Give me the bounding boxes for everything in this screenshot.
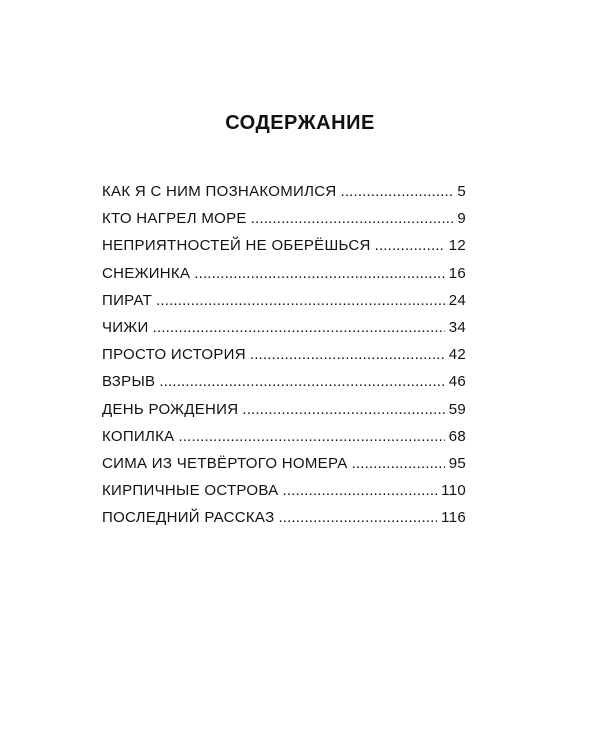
toc-entry <box>102 450 466 477</box>
toc-entry <box>102 205 466 232</box>
toc-entry-page: 110 <box>441 482 466 500</box>
table-of-contents <box>102 178 466 531</box>
dot-leader <box>352 450 445 477</box>
dot-leader <box>156 287 445 314</box>
toc-entry <box>102 341 466 368</box>
toc-entry-title: ВЗРЫВ <box>102 373 156 391</box>
dot-leader <box>242 396 444 423</box>
toc-entry <box>102 232 466 259</box>
toc-entry-page: 9 <box>457 210 466 228</box>
toc-entry-page: 12 <box>448 237 466 255</box>
toc-entry-page: 116 <box>441 509 466 527</box>
toc-entry-title: КТО НАГРЕЛ МОРЕ <box>102 210 247 228</box>
toc-entry-title: КОПИЛКА <box>102 427 175 445</box>
toc-entry <box>102 396 466 423</box>
toc-entry-page: 46 <box>448 373 466 391</box>
toc-entry-page: 24 <box>448 291 466 309</box>
toc-entry-title: СИМА ИЗ ЧЕТВЁРТОГО НОМЕРА <box>102 454 348 472</box>
toc-entry-title: СНЕЖИНКА <box>102 264 191 282</box>
dot-leader <box>194 260 444 287</box>
toc-entry-page: 59 <box>448 400 466 418</box>
toc-entry-title: ДЕНЬ РОЖДЕНИЯ <box>102 400 239 418</box>
toc-entry <box>102 368 466 395</box>
dot-leader <box>341 178 454 205</box>
toc-entry-title: ПРОСТО ИСТОРИЯ <box>102 346 246 364</box>
dot-leader <box>283 477 438 504</box>
toc-entry <box>102 178 466 205</box>
toc-entry-page: 16 <box>448 264 466 282</box>
dot-leader <box>251 205 454 232</box>
toc-entry-title: ПИРАТ <box>102 291 153 309</box>
toc-entry-page: 68 <box>448 427 466 445</box>
toc-entry <box>102 504 466 531</box>
page-title: СОДЕРЖАНИЕ <box>225 112 375 134</box>
dot-leader <box>250 341 445 368</box>
toc-entry-title: КАК Я С НИМ ПОЗНАКОМИЛСЯ <box>102 183 337 200</box>
toc-entry <box>102 287 466 314</box>
toc-entry <box>102 260 466 287</box>
toc-entry <box>102 423 466 450</box>
toc-entry-page: 5 <box>457 183 466 200</box>
dot-leader <box>278 504 437 531</box>
dot-leader <box>159 368 444 395</box>
toc-entry-title: ПОСЛЕДНИЙ РАССКАЗ <box>102 509 275 527</box>
toc-entry <box>102 314 466 341</box>
toc-entry-page: 42 <box>448 346 466 364</box>
toc-entry <box>102 477 466 504</box>
dot-leader <box>375 232 445 259</box>
dot-leader <box>153 314 445 341</box>
dot-leader <box>179 423 445 450</box>
toc-entry-title: ЧИЖИ <box>102 318 149 336</box>
toc-entry-title: КИРПИЧНЫЕ ОСТРОВА <box>102 482 279 500</box>
toc-entry-page: 95 <box>448 454 466 472</box>
toc-entry-title: НЕПРИЯТНОСТЕЙ НЕ ОБЕРЁШЬСЯ <box>102 237 371 255</box>
toc-entry-page: 34 <box>448 318 466 336</box>
